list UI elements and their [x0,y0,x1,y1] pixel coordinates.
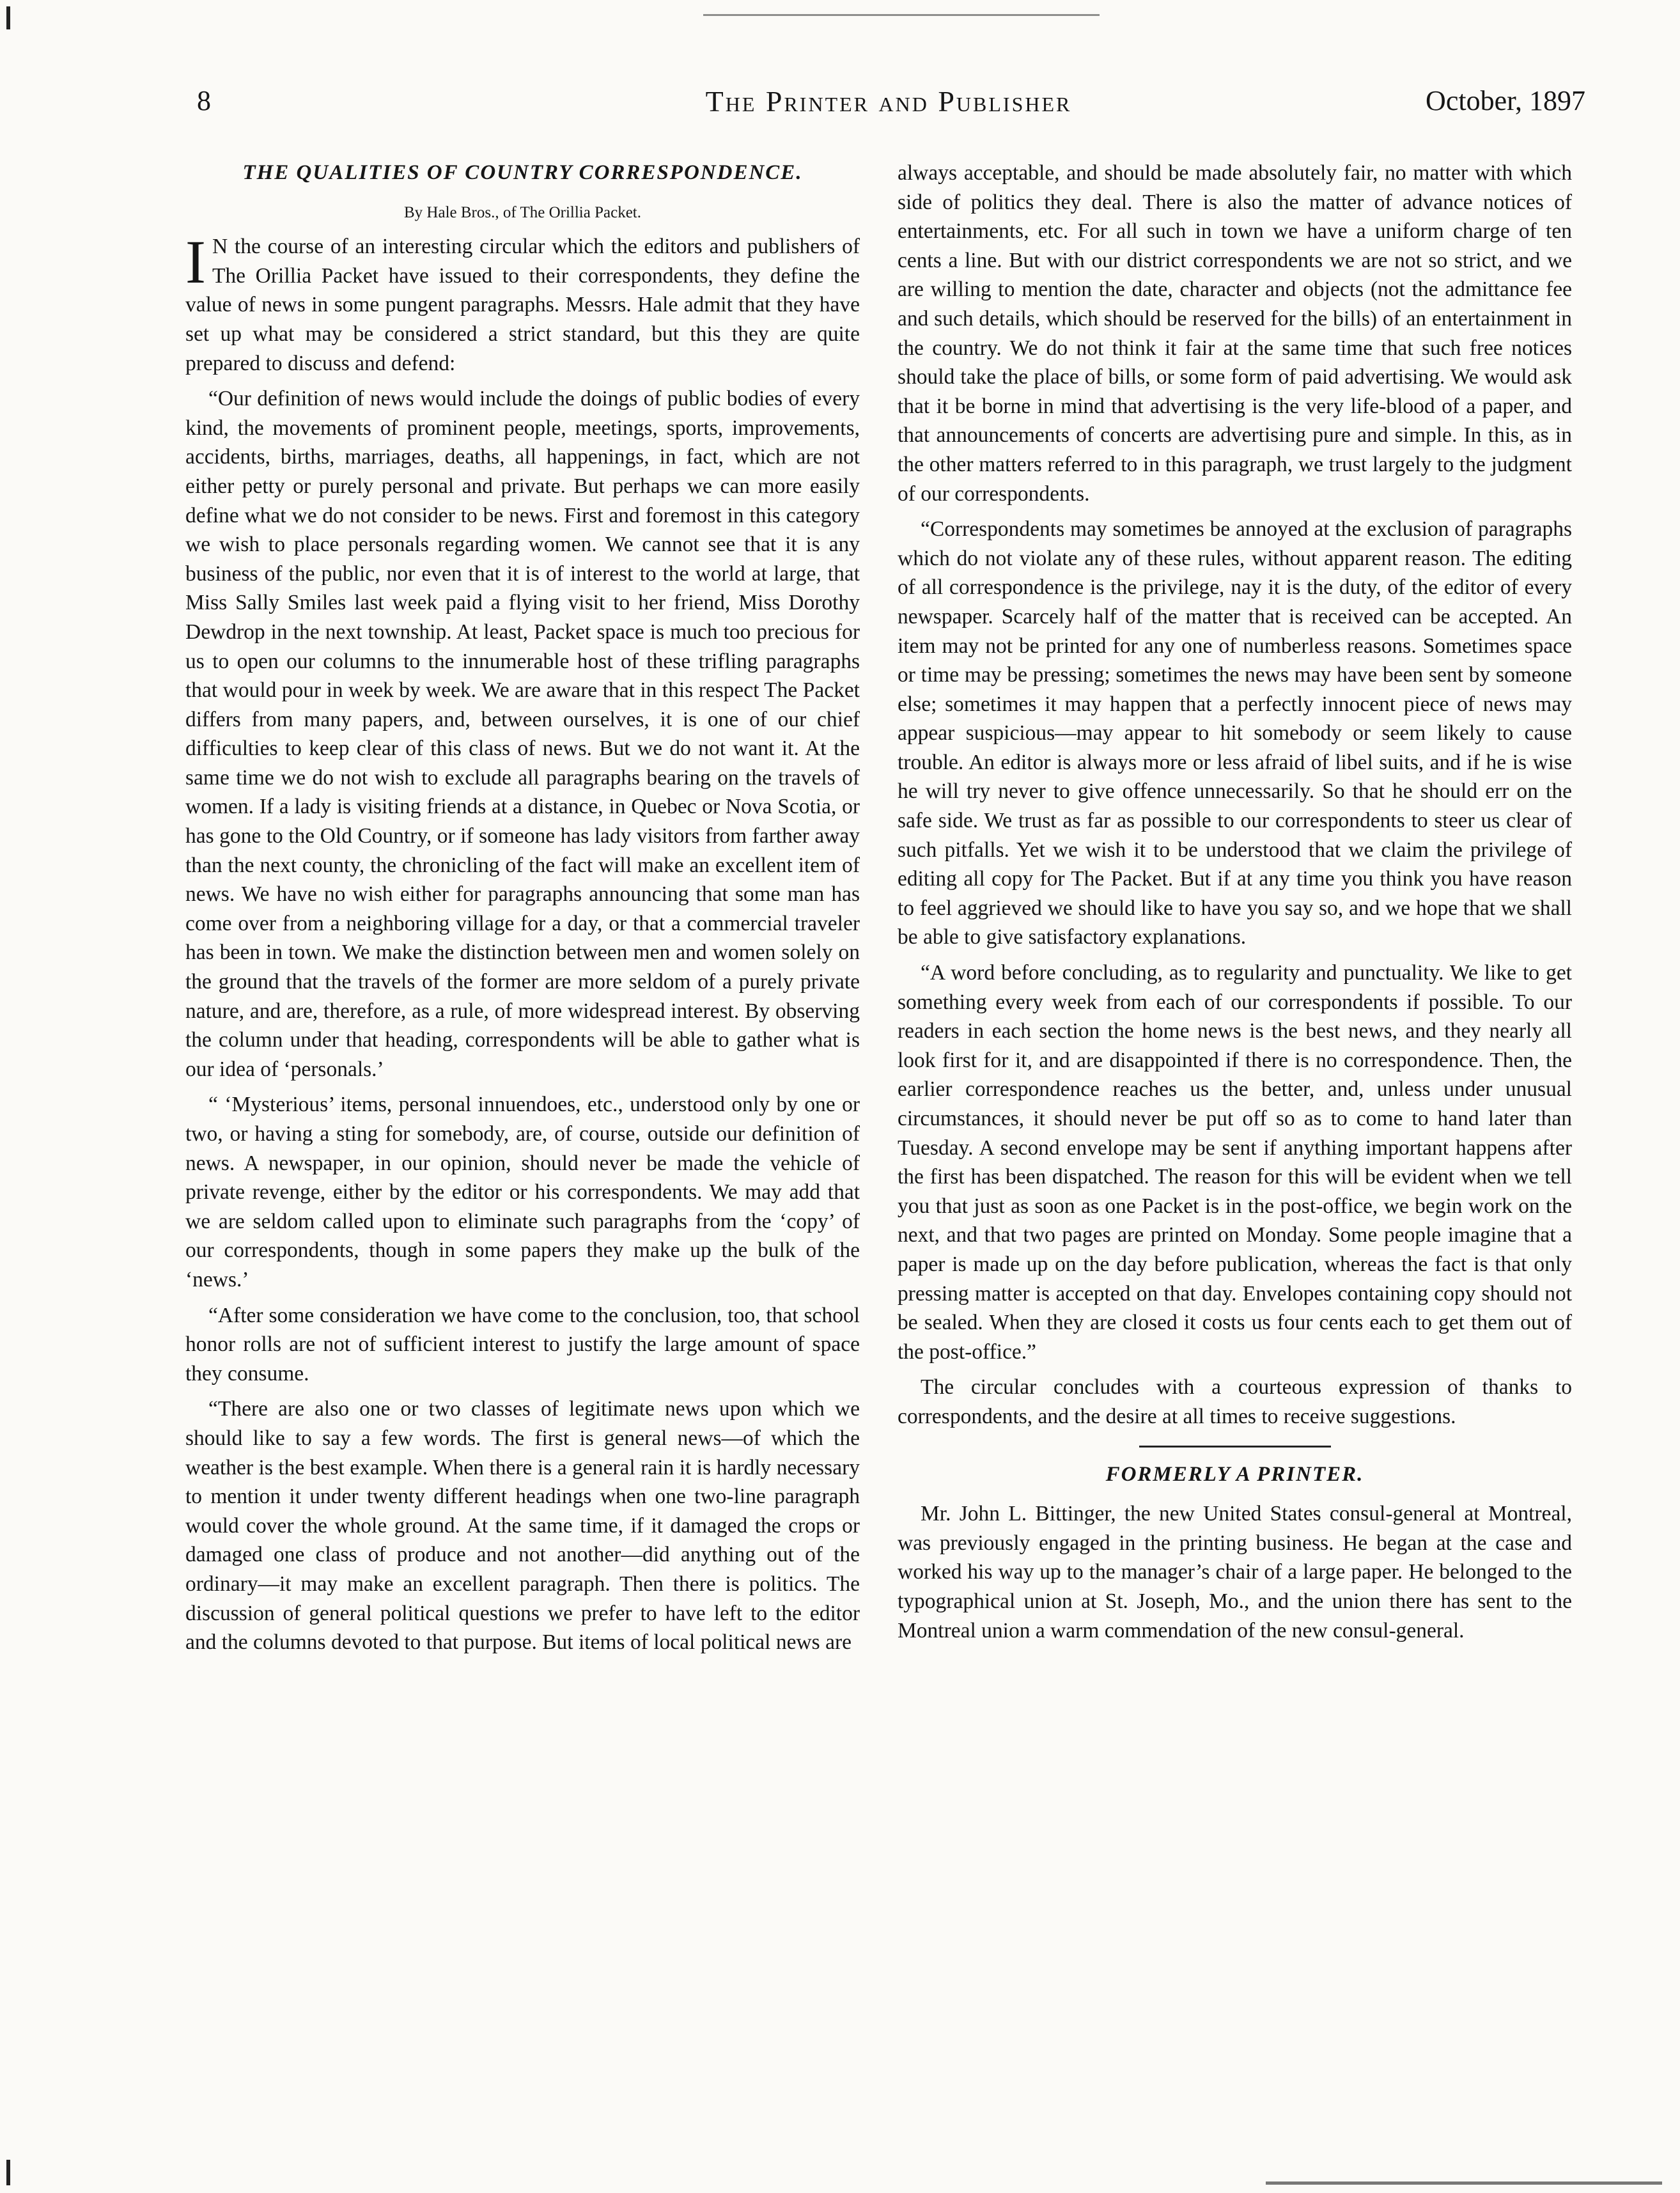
column-right [898,159,1572,1651]
column-left [185,159,860,1664]
article-intro-text: N the course of an interesting circular which the editors and publishers of The Orillia Packet have issued to their correspondents, they define the value of news in some pungent paragraphs. Messrs. Hale admit that they have set up what may be considered a strict standard, but this they are quite prepared to discuss and defend: [185,235,860,375]
article-intro [185,228,860,378]
article-paragraph-continued: always acceptable, and should be made absolutely fair, no matter with which side of politics they deal. There is also the matter of advance notices of entertainments, etc. For all such in town we have a uniform charge of ten cents a line. But with our district correspondents we are not so strict, and we are willing to mention the date, character and objects (not the admittance fee and such details, which should be reserved for the bills) of an entertainment in the country. We do not think it fair at the same time that such free notices should take the place of bills, or some form of paid advertising. We would ask that it be borne in mind that advertising is the very life-blood of a paper, and that announcements of concerts are advertising pure and simple. In this, as in the other matters referred to in this paragraph, we trust largely to the judgment of our correspondents. [898,161,1572,506]
article-headline: THE QUALITIES OF COUNTRY CORRESPONDENCE. [242,161,803,184]
article-paragraph: “There are also one or two classes of legitimate news upon which we should like to say a few words. The first is general news—of which the weather is the best example. When there is a general rain it is hardly necessary to mention it under twenty different headings when one two-line paragraph would cover the whole ground. At the same time, if it damaged the crops or damaged one class of produce and not another—did anything out of the ordinary—it may make an excellent paragraph. Then there is politics. The discussion of general political questions we prefer to have left to the editor and the columns devoted to that purpose. But items of local political news are [185,1397,860,1655]
scan-mark-bottom-left [6,2160,10,2185]
second-article-body: Mr. John L. Bittinger, the new United States consul-general at Montreal, was previously engaged in the printing business. He began at the case and worked his way up to the manager’s chair of a large paper. He belonged to the typographical union at St. Joseph, Mo., and the union there has sent to the Montreal union a warm commendation of the new consul-general. [898,1502,1572,1643]
article-paragraph: “Our definition of news would include the doings of public bodies of every kind, the movements of prominent people, meetings, sports, improvements, accidents, births, marriages, deaths, all happenings, in fact, which are not either petty or purely personal and private. But perhaps we can more easily define what we do not consider to be news. First and foremost in this category we wish to place personals regarding women. We cannot see that it is any business of the public, nor even that it is of interest to the world at large, that Miss Sally Smiles last week paid a flying visit to her friend, Miss Dorothy Dewdrop in the next township. At least, Packet space is much too precious for us to open our columns to the innumerable host of these trifling paragraphs that would pour in week by week. We are aware that in this respect The Packet differs from many papers, and, between ourselves, it is one of our chief difficulties to keep clear of this class of news. But we do not want it. At the same time we do not wish to exclude all paragraphs bearing on the travels of women. If a lady is visiting friends at a distance, in Quebec or Nova Scotia, or has gone to the Old Country, or if someone has lady visitors from farther away than the next county, the chronicling of the fact will make an excellent item of news. We have no wish either for paragraphs announcing that some man has come over from a neighboring village for a day, or that a commercial traveler has been in town. We make the distinction between men and women solely on the ground that the travels of the former are more seldom of a purely private nature, and are, therefore, as a rule, of more widespread interest. By observing the column under that heading, correspondents will be able to gather what is our idea of ‘personals.’ [185,387,860,1081]
page-number: 8 [197,85,211,116]
article-byline: By Hale Bros., of The Orillia Packet. [404,203,641,221]
article-paragraph: “A word before concluding, as to regularity and punctuality. We like to get something every week from each of our correspondents if possible. To our readers in each section the home news is the best news, and they nearly all look first for it, and are disappointed if there is no correspondence. Then, the earlier correspondence reaches us the better, and, unless under unusual circumstances, it should never be put off so as to come to hand later than Tuesday. A second envelope may be sent if anything important happens after the first has been dispatched. The reason for this will be evident when we tell you that just as soon as one Packet is in the post-office, we begin work on the next, and that two pages are printed on Monday. Some people imagine that a paper is made up on the day before publication, whereas the fact is that only pressing matter is accepted on that day. Envelopes containing copy should not be sealed. When they are closed it costs us four cents each to get them out of the post-office.” [898,961,1572,1364]
page-header [192,84,1585,129]
article-paragraph: The circular concludes with a courteous expression of thanks to correspondents, and the desire at all times to receive suggestions. [898,1375,1572,1428]
scan-mark-top-left [6,6,10,29]
scan-mark-bottom [1266,2181,1662,2185]
scan-mark-top [703,14,1100,16]
article-paragraph: “Correspondents may sometimes be annoyed at the exclusion of paragraphs which do not violate any of these rules, without apparent reason. The editing of all correspondence is the privilege, nay it is the duty, of the editor of every newspaper. Scarcely half of the matter that is received can be accepted. An item may not be printed for any one of numberless reasons. Sometimes space or time may be pressing; sometimes the news may have been sent by someone else; sometimes it may happen that a perfectly innocent piece of news may appear suspicious—may appear to hit somebody or seem likely to cause trouble. An editor is always more or less afraid of libel suits, and if he is wise he will try never to give offence unnecessarily. So that he should err on the safe side. We trust as far as possible to our correspondents to steer us clear of such pitfalls. Yet we wish it to be understood that we claim the privilege of editing all copy for The Packet. But if at any time you think you have reason to feel aggrieved we should like to have you say so, and we hope that we shall be able to give satisfactory explanations. [898,517,1572,949]
second-article-headline: FORMERLY A PRINTER. [1105,1462,1364,1486]
drop-cap: I [185,228,206,297]
publication-title: The Printer and Publisher [705,85,1072,118]
issue-date: October, 1897 [1426,85,1585,116]
section-divider [1139,1446,1331,1448]
article-paragraph: “After some consideration we have come to the conclusion, too, that school honor rolls are not of sufficient interest to justify the large amount of space they consume. [185,1303,860,1385]
article-paragraph: “ ‘Mysterious’ items, personal innuendoes, etc., understood only by one or two, or having a sting for somebody, are, of course, outside our definition of news. A newspaper, in our opinion, should never be made the vehicle of private revenge, either by the editor or his correspondents. We may add that we are seldom called upon to eliminate such paragraphs from the ‘copy’ of our correspondents, though in some papers they make up the bulk of the ‘news.’ [185,1093,860,1292]
